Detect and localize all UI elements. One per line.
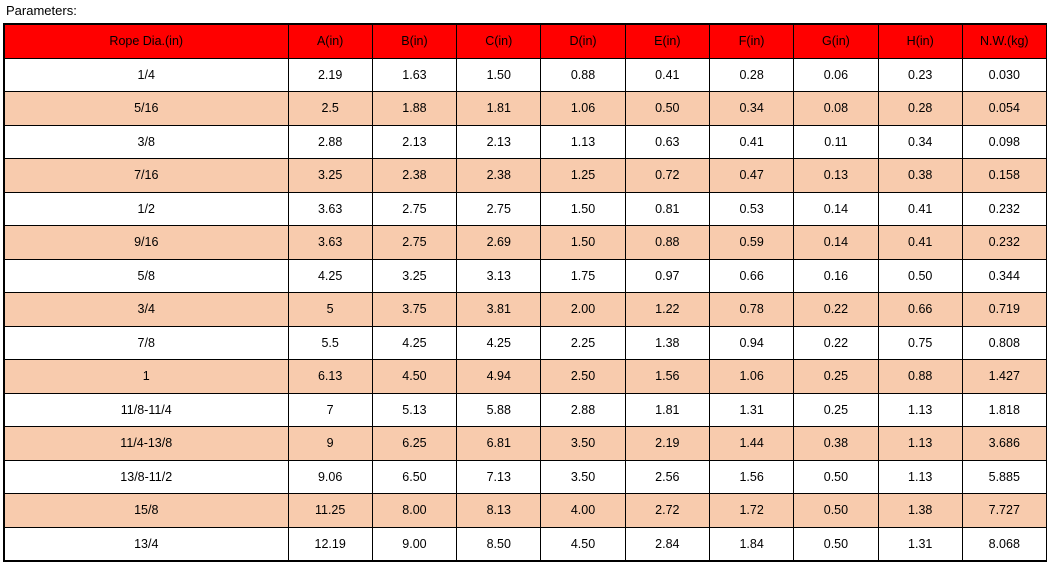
table-cell: 1.84: [709, 527, 793, 561]
table-row: [4, 125, 1047, 159]
table-cell: 1.56: [625, 360, 709, 394]
table-cell: 12.19: [288, 527, 372, 561]
table-row: [4, 192, 1047, 226]
table-cell: 3.75: [372, 293, 456, 327]
table-cell: 0.13: [794, 159, 878, 193]
column-header: E(in): [625, 24, 709, 58]
table-cell: 0.88: [541, 58, 625, 92]
table-cell: 7.727: [962, 494, 1046, 528]
table-cell: 0.34: [878, 125, 962, 159]
table-cell: 2.19: [625, 427, 709, 461]
table-body: [4, 58, 1047, 561]
table-cell: 4.25: [457, 326, 541, 360]
table-cell: 3.25: [372, 259, 456, 293]
table-row: [4, 527, 1047, 561]
table-cell: 1.13: [878, 393, 962, 427]
table-cell: 1.72: [709, 494, 793, 528]
table-cell: 1.81: [625, 393, 709, 427]
table-cell: 3.63: [288, 226, 372, 260]
column-header: H(in): [878, 24, 962, 58]
rope-dia-cell: 3/8: [4, 125, 288, 159]
table-row: [4, 360, 1047, 394]
column-header: F(in): [709, 24, 793, 58]
table-cell: 8.50: [457, 527, 541, 561]
table-cell: 3.50: [541, 460, 625, 494]
table-cell: 1.25: [541, 159, 625, 193]
table-cell: 8.00: [372, 494, 456, 528]
table-cell: 2.72: [625, 494, 709, 528]
table-cell: 0.75: [878, 326, 962, 360]
table-cell: 5.88: [457, 393, 541, 427]
table-cell: 1.13: [878, 427, 962, 461]
table-cell: 1.38: [625, 326, 709, 360]
rope-dia-cell: 3/4: [4, 293, 288, 327]
table-cell: 0.50: [794, 494, 878, 528]
rope-dia-cell: 9/16: [4, 226, 288, 260]
table-cell: 2.5: [288, 92, 372, 126]
table-cell: 0.63: [625, 125, 709, 159]
table-cell: 0.719: [962, 293, 1046, 327]
table-cell: 0.38: [794, 427, 878, 461]
table-cell: 2.38: [372, 159, 456, 193]
table-header: [4, 24, 1047, 58]
column-header: D(in): [541, 24, 625, 58]
table-row: [4, 293, 1047, 327]
table-cell: 2.19: [288, 58, 372, 92]
table-cell: 3.63: [288, 192, 372, 226]
table-cell: 0.78: [709, 293, 793, 327]
table-cell: 6.25: [372, 427, 456, 461]
table-cell: 0.232: [962, 226, 1046, 260]
page-title: Parameters:: [6, 3, 77, 18]
table-cell: 0.030: [962, 58, 1046, 92]
table-cell: 2.69: [457, 226, 541, 260]
table-row: [4, 259, 1047, 293]
table-row: [4, 427, 1047, 461]
table-cell: 0.34: [709, 92, 793, 126]
table-cell: 1.31: [709, 393, 793, 427]
rope-dia-cell: 1/2: [4, 192, 288, 226]
table-cell: 9: [288, 427, 372, 461]
table-cell: 0.41: [878, 226, 962, 260]
table-cell: 2.75: [372, 226, 456, 260]
table-cell: 1.427: [962, 360, 1046, 394]
table-cell: 0.50: [794, 527, 878, 561]
rope-dia-cell: 11/8-11/4: [4, 393, 288, 427]
table-cell: 0.41: [878, 192, 962, 226]
table-cell: 2.50: [541, 360, 625, 394]
table-cell: 0.66: [878, 293, 962, 327]
table-cell: 9.06: [288, 460, 372, 494]
table-cell: 11.25: [288, 494, 372, 528]
table-cell: 5.5: [288, 326, 372, 360]
table-cell: 2.13: [372, 125, 456, 159]
table-cell: 7: [288, 393, 372, 427]
table-cell: 1.38: [878, 494, 962, 528]
rope-dia-cell: 7/8: [4, 326, 288, 360]
table-cell: 2.00: [541, 293, 625, 327]
table-cell: 1.56: [709, 460, 793, 494]
table-cell: 5.885: [962, 460, 1046, 494]
table-cell: 0.054: [962, 92, 1046, 126]
table-cell: 4.25: [372, 326, 456, 360]
column-header: G(in): [794, 24, 878, 58]
rope-dia-cell: 11/4-13/8: [4, 427, 288, 461]
column-header: B(in): [372, 24, 456, 58]
table-cell: 4.00: [541, 494, 625, 528]
table-cell: 0.94: [709, 326, 793, 360]
table-row: [4, 393, 1047, 427]
table-cell: 9.00: [372, 527, 456, 561]
table-cell: 0.808: [962, 326, 1046, 360]
table-cell: 4.94: [457, 360, 541, 394]
table-cell: 1.13: [541, 125, 625, 159]
table-cell: 1.818: [962, 393, 1046, 427]
table-row: [4, 494, 1047, 528]
table-cell: 0.41: [625, 58, 709, 92]
table-cell: 0.47: [709, 159, 793, 193]
table-cell: 0.97: [625, 259, 709, 293]
table-cell: 4.50: [372, 360, 456, 394]
table-row: [4, 226, 1047, 260]
rope-dia-cell: 5/16: [4, 92, 288, 126]
table-cell: 1.75: [541, 259, 625, 293]
table-cell: 2.75: [457, 192, 541, 226]
table-cell: 2.38: [457, 159, 541, 193]
table-row: [4, 92, 1047, 126]
rope-dia-cell: 15/8: [4, 494, 288, 528]
table-cell: 2.56: [625, 460, 709, 494]
column-header: N.W.(kg): [962, 24, 1046, 58]
table-cell: 0.88: [625, 226, 709, 260]
table-cell: 0.25: [794, 393, 878, 427]
rope-dia-cell: 7/16: [4, 159, 288, 193]
table-cell: 0.59: [709, 226, 793, 260]
table-cell: 3.13: [457, 259, 541, 293]
table-cell: 2.25: [541, 326, 625, 360]
table-cell: 4.50: [541, 527, 625, 561]
column-header: A(in): [288, 24, 372, 58]
table-cell: 0.11: [794, 125, 878, 159]
table-cell: 4.25: [288, 259, 372, 293]
table-header-row: [4, 24, 1047, 58]
rope-dia-cell: 1: [4, 360, 288, 394]
table-cell: 0.88: [878, 360, 962, 394]
table-cell: 6.50: [372, 460, 456, 494]
table-cell: 2.88: [541, 393, 625, 427]
table-cell: 0.16: [794, 259, 878, 293]
table-cell: 0.158: [962, 159, 1046, 193]
table-cell: 0.28: [878, 92, 962, 126]
rope-dia-cell: 1/4: [4, 58, 288, 92]
table-cell: 6.81: [457, 427, 541, 461]
table-cell: 3.50: [541, 427, 625, 461]
table-cell: 1.06: [541, 92, 625, 126]
table-cell: 0.22: [794, 326, 878, 360]
table-cell: 0.50: [625, 92, 709, 126]
table-cell: 0.14: [794, 226, 878, 260]
table-cell: 1.63: [372, 58, 456, 92]
table-cell: 0.50: [878, 259, 962, 293]
table-cell: 1.88: [372, 92, 456, 126]
table-cell: 5.13: [372, 393, 456, 427]
table-cell: 7.13: [457, 460, 541, 494]
table-cell: 3.81: [457, 293, 541, 327]
table-cell: 0.38: [878, 159, 962, 193]
table-row: [4, 159, 1047, 193]
table-cell: 5: [288, 293, 372, 327]
table-cell: 3.686: [962, 427, 1046, 461]
table-cell: 0.344: [962, 259, 1046, 293]
parameters-table: [3, 23, 1047, 562]
table-row: [4, 326, 1047, 360]
table-cell: 0.41: [709, 125, 793, 159]
table-cell: 0.098: [962, 125, 1046, 159]
table-cell: 2.88: [288, 125, 372, 159]
table-cell: 0.23: [878, 58, 962, 92]
table-cell: 8.068: [962, 527, 1046, 561]
table-cell: 0.81: [625, 192, 709, 226]
table-cell: 0.06: [794, 58, 878, 92]
table-cell: 0.50: [794, 460, 878, 494]
table-cell: 0.72: [625, 159, 709, 193]
table-cell: 0.22: [794, 293, 878, 327]
table-cell: 1.06: [709, 360, 793, 394]
table-cell: 0.25: [794, 360, 878, 394]
table-cell: 8.13: [457, 494, 541, 528]
table-cell: 0.08: [794, 92, 878, 126]
table-cell: 2.75: [372, 192, 456, 226]
table-row: [4, 460, 1047, 494]
table-cell: 0.232: [962, 192, 1046, 226]
table-cell: 1.13: [878, 460, 962, 494]
table-cell: 1.81: [457, 92, 541, 126]
table-row: [4, 58, 1047, 92]
table-cell: 0.14: [794, 192, 878, 226]
column-header: Rope Dia.(in): [4, 24, 288, 58]
rope-dia-cell: 13/4: [4, 527, 288, 561]
table-cell: 0.66: [709, 259, 793, 293]
table-cell: 1.44: [709, 427, 793, 461]
table-cell: 0.53: [709, 192, 793, 226]
rope-dia-cell: 13/8-11/2: [4, 460, 288, 494]
rope-dia-cell: 5/8: [4, 259, 288, 293]
table-cell: 1.22: [625, 293, 709, 327]
table-cell: 2.84: [625, 527, 709, 561]
table-cell: 0.28: [709, 58, 793, 92]
table-cell: 1.50: [541, 192, 625, 226]
table-cell: 1.50: [541, 226, 625, 260]
table-cell: 6.13: [288, 360, 372, 394]
table-cell: 1.31: [878, 527, 962, 561]
table-cell: 1.50: [457, 58, 541, 92]
table-cell: 3.25: [288, 159, 372, 193]
column-header: C(in): [457, 24, 541, 58]
table-cell: 2.13: [457, 125, 541, 159]
